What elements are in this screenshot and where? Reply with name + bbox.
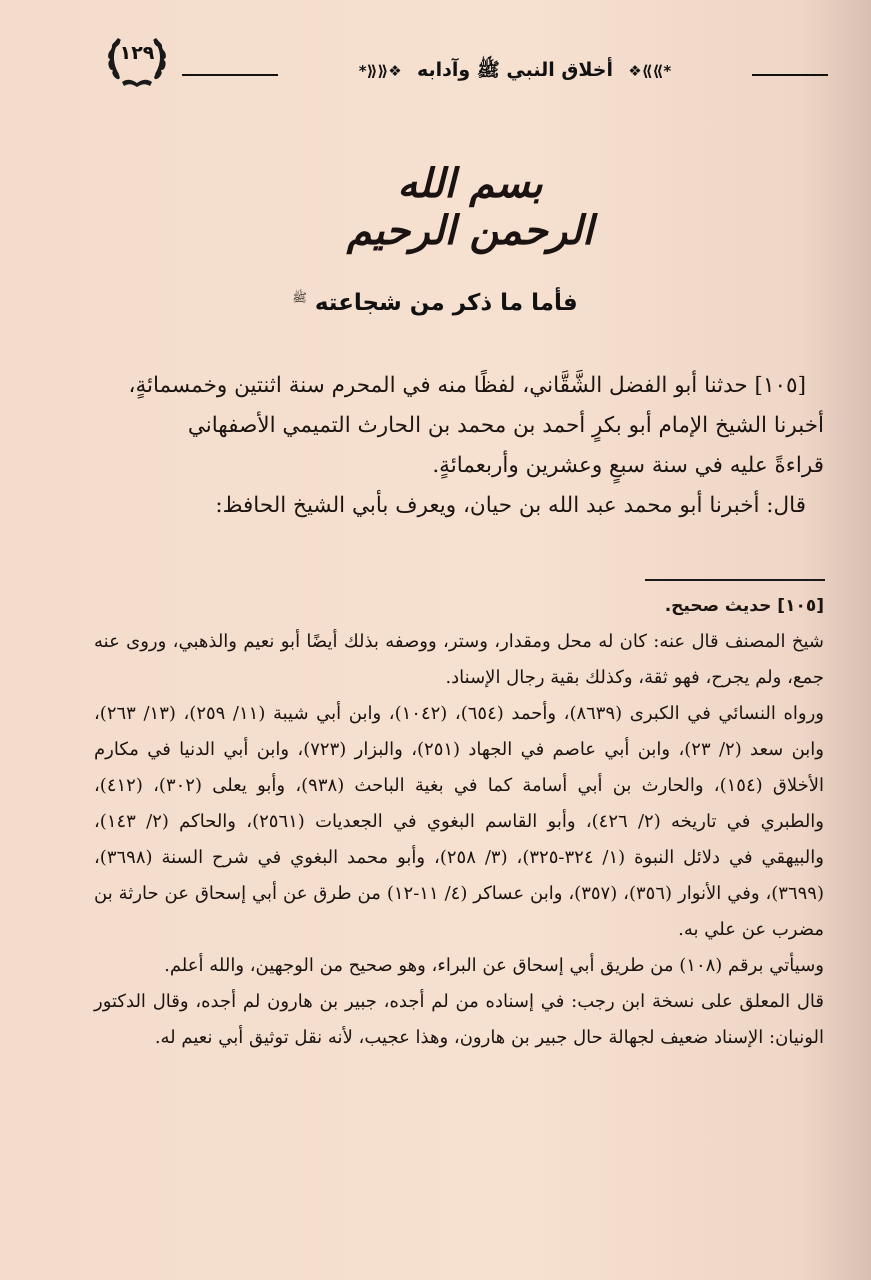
ornament-right-icon: *⟫⟫❖ xyxy=(628,62,672,80)
page-number-badge xyxy=(104,30,170,94)
footnotes xyxy=(94,588,824,1056)
footnote-separator xyxy=(645,579,825,581)
ornament-left-icon: ❖⟪⟪* xyxy=(358,62,402,80)
section-heading xyxy=(180,290,690,316)
header-rule-right xyxy=(752,74,828,76)
hadith-line: [١٠٥] حدثنا أبو الفضل الشَّقَّاني، لفظًا منه في المحرم سنة اثنتين وخمسمائةٍ، xyxy=(128,373,806,398)
footnote-heading: [١٠٥] حديث صحيح. xyxy=(664,596,824,616)
basmala-calligraphy: بسم الله الرحمن الرحيم xyxy=(346,160,594,254)
header-rule-left xyxy=(182,74,278,76)
footnote-paragraph: قال المعلق على نسخة ابن رجب: في إسناده من لم أجده، جبير بن هارون لم أجده، وقال الدكتور الونيان: الإسناد ضعيف لجهالة حال جبير بن هارون، وهذا عجيب، لأنه نقل توثيق أبي نعيم له. xyxy=(94,991,824,1048)
running-head xyxy=(280,58,750,86)
book-title: أخلاق النبي ﷺ وآدابه xyxy=(416,59,614,81)
footnote-paragraph: وسيأتي برقم (١٠٨) من طريق أبي إسحاق عن البراء، وهو صحيح من الوجهين، والله أعلم. xyxy=(164,955,824,976)
footnote-paragraph: شيخ المصنف قال عنه: كان له محل ومقدار، وستر، ووصفه بذلك أيضًا أبو نعيم والذهبي، وروى عنه جمع، ولم يجرح، فهو ثقة، وكذلك بقية رجال الإسناد. xyxy=(94,631,824,688)
footnote-paragraph: ورواه النسائي في الكبرى (٨٦٣٩)، وأحمد (٦٥٤)، (١٠٤٢)، وابن أبي شيبة (١١/ ٢٥٩)، (١٣/ ٢٦٣)، وابن سعد (٢/ ٢٣)، وابن أبي عاصم في الجهاد (٢٥١)، والبزار (٧٢٣)، وابن أبي الدنيا في مكارم الأخلاق (١٥٤)، والحارث بن أبي أسامة كما في بغية الباحث (٩٣٨)، وأبو يعلى (٣٠٢)، (٤١٢)، والطبري في تاريخه (٢/ ٤٢٦)، وأبو القاسم البغوي في الجعديات (٢٥٦١)، والحاكم (٢/ ١٤٣)، والبيهقي في دلائل النبوة (١/ ٣٢٤-٣٢٥)، (٣/ ٢٥٨)، وأبو محمد البغوي في شرح السنة (٣٦٩٨)، (٣٦٩٩)، وفي الأنوار (٣٥٦)، (٣٥٧)، وابن عساكر (٤/ ١١-١٢) من طرق عن أبي إسحاق عن حارثة بن مضرب عن علي به. xyxy=(94,703,825,940)
section-heading-text: فأما ما ذكر من شجاعته xyxy=(314,290,578,316)
page-number: ١٢٩ xyxy=(119,42,155,64)
page-header xyxy=(100,30,828,94)
honorific-icon: ﷺ xyxy=(292,290,307,305)
hadith-line: أخبرنا الشيخ الإمام أبو بكرٍ أحمد بن محمد بن الحارث التميمي الأصفهاني xyxy=(187,413,824,438)
hadith-line: قال: أخبرنا أبو محمد عبد الله بن حيان، ويعرف بأبي الشيخ الحافظ: xyxy=(215,493,806,518)
hadith-line: قراءةً عليه في سنة سبعٍ وعشرين وأربعمائةٍ. xyxy=(432,453,824,478)
main-text xyxy=(94,366,824,526)
